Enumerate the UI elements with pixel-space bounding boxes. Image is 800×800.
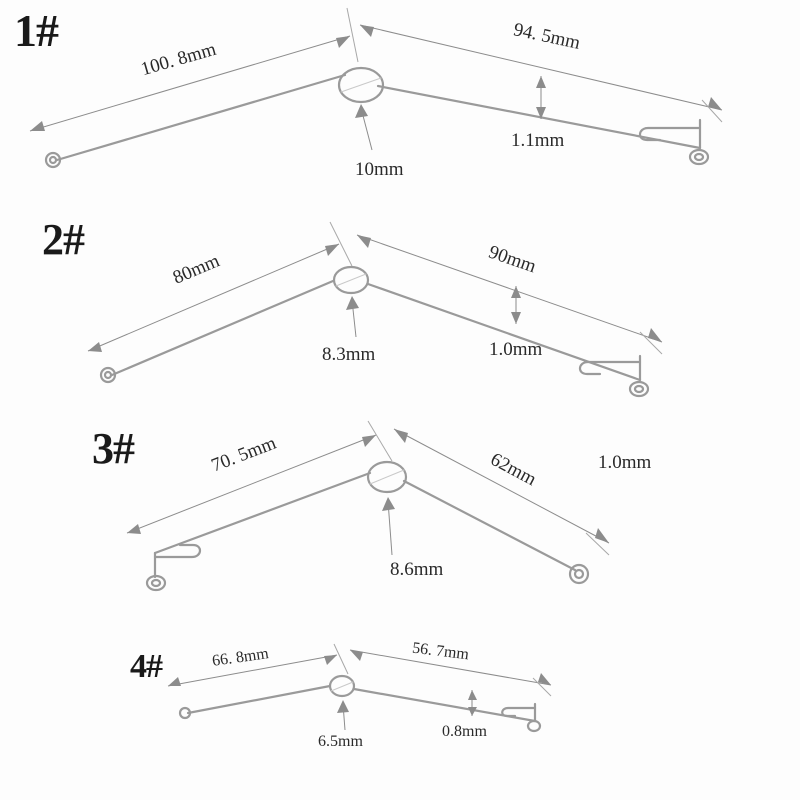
item-3-dim-left-leg: 70. 5mm (208, 432, 280, 477)
item-4-dim-coil: 6.5mm (318, 733, 363, 750)
item-2-drawing (0, 200, 800, 415)
dim-coil-3 (382, 497, 395, 555)
item-3-dim-wire: 1.0mm (598, 452, 652, 473)
item-3-label: 3# (92, 424, 134, 473)
spring-item-3 (0, 405, 800, 620)
item-4-drawing (0, 620, 800, 790)
spring-item-1 (0, 0, 800, 200)
item-2-dim-coil: 8.3mm (322, 344, 376, 365)
item-4-dim-left-leg: 66. 8mm (211, 645, 270, 670)
item-3-drawing (0, 405, 800, 625)
item-4-dim-wire: 0.8mm (442, 723, 487, 740)
item-4-dim-right-leg: 56. 7mm (411, 639, 470, 664)
item-1-dim-left-leg: 100. 8mm (138, 38, 219, 81)
item-3-dim-right-leg: 62mm (486, 448, 540, 491)
item-2-dim-right-leg: 90mm (485, 241, 539, 278)
spring-item-2 (0, 200, 800, 410)
dim-left-leg-1 (30, 8, 358, 131)
item-2-label: 2# (42, 215, 84, 264)
item-4-label: 4# (130, 648, 162, 685)
item-1-dim-right-leg: 94. 5mm (511, 19, 583, 54)
item-3-dim-coil: 8.6mm (390, 559, 444, 580)
dim-coil-1 (355, 104, 372, 150)
dim-left-leg-2 (88, 222, 352, 352)
spring-item-4 (0, 620, 800, 790)
dim-coil-4 (337, 700, 349, 730)
item-2-dim-left-leg: 80mm (169, 250, 223, 289)
item-1-dim-wire: 1.1mm (511, 130, 565, 151)
item-2-dim-wire: 1.0mm (489, 339, 543, 360)
item-1-label: 1# (14, 5, 58, 56)
dim-wire-1 (536, 76, 546, 119)
item-1-dim-coil: 10mm (355, 159, 404, 180)
wire-path-1 (46, 68, 708, 167)
dim-wire-4 (468, 690, 477, 716)
dim-coil-2 (346, 296, 359, 337)
